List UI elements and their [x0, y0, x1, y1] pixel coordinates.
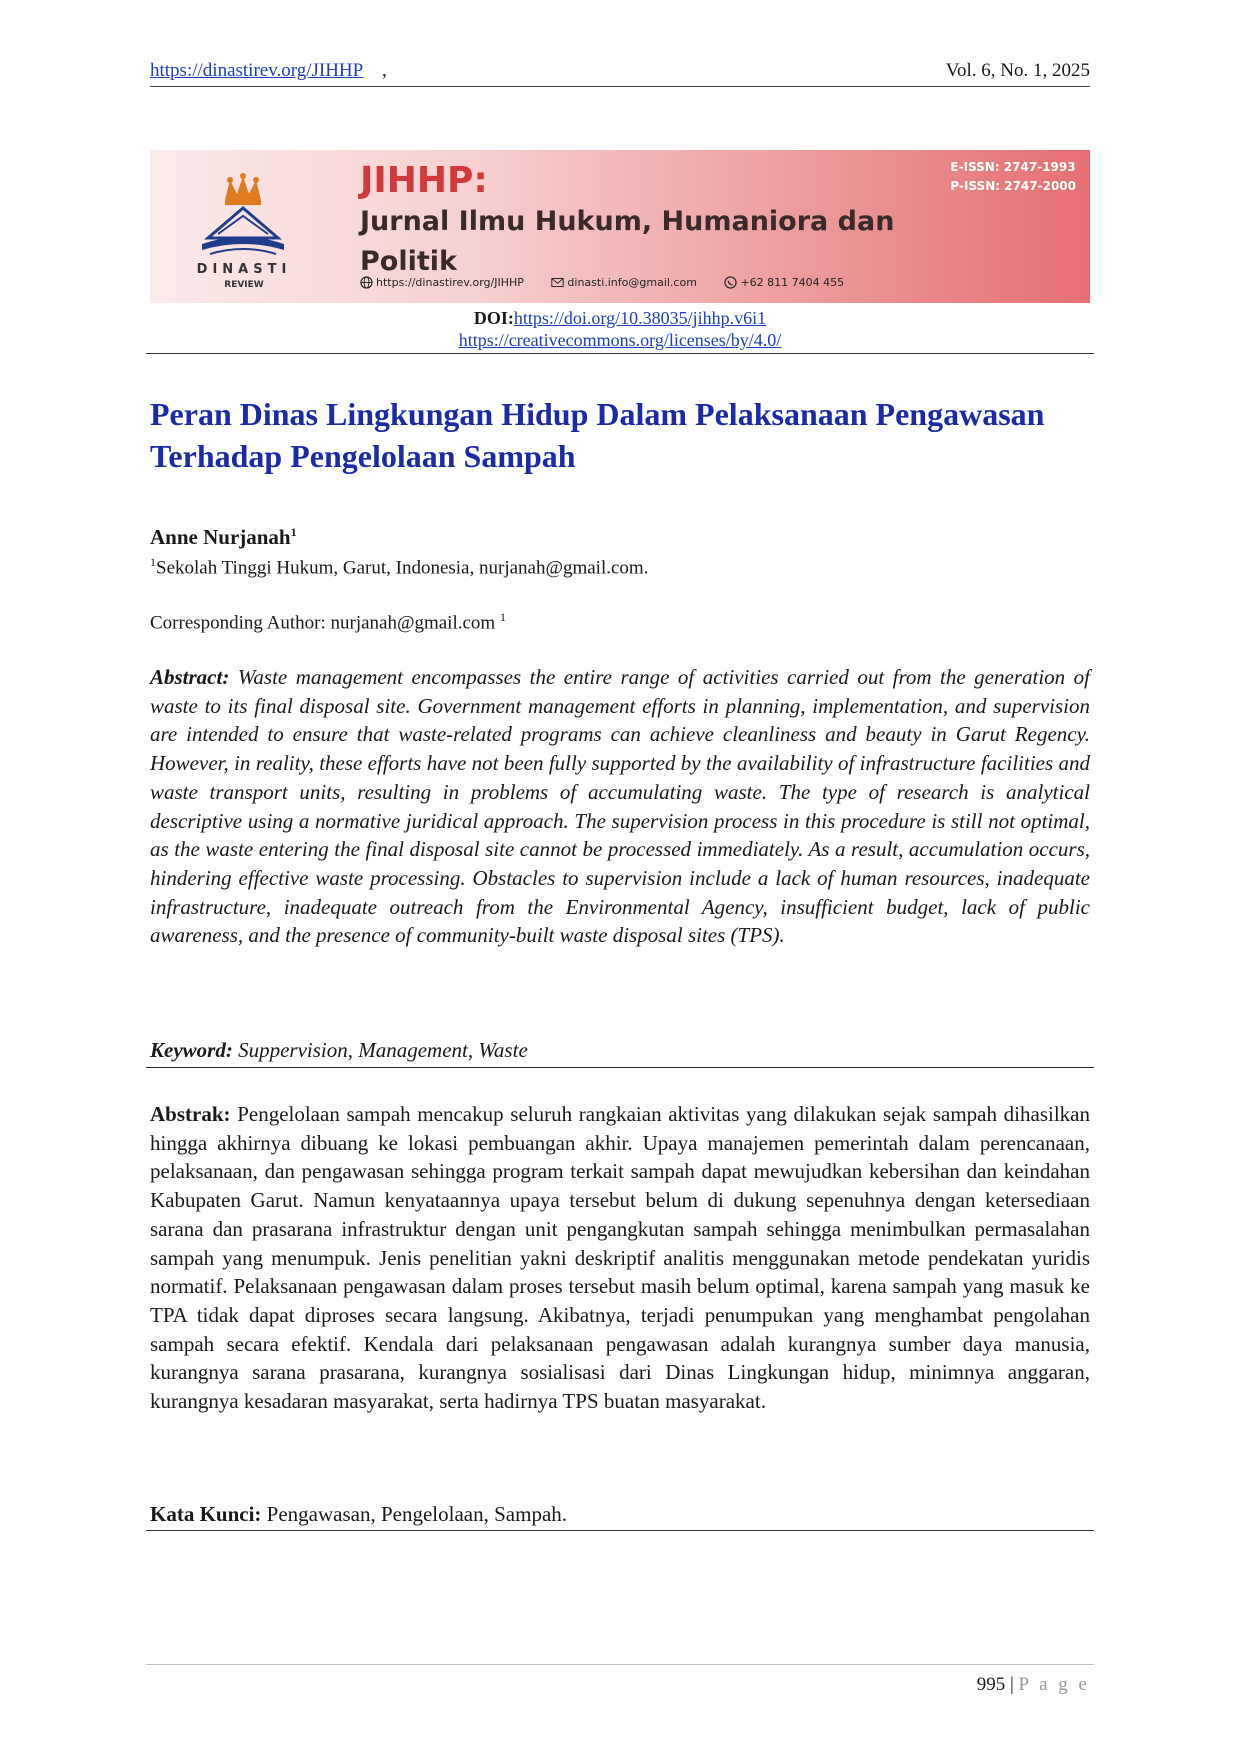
e-issn: E-ISSN: 2747-1993: [950, 160, 1076, 174]
affiliation-mark: 1: [150, 555, 156, 569]
corresponding-author: [150, 610, 506, 634]
page-number: 995: [976, 1674, 1006, 1695]
abstract-text: Waste management encompasses the entire range of activities carried out from the generation of waste to its final disposal site. Government management efforts in planning, implementation, and supervision are intended to ensure that waste-related programs can achieve cleanliness and beauty in Garut Regency. However, in reality, these efforts have not been fully supported by the availability of infrastructure facilities and waste transport units, resulting in problems of accumulating waste. The type of research is analytical descriptive using a normative juridical approach. The supervision process in this procedure is still not optimal, as the waste entering the final disposal site cannot be processed immediately. As a result, accumulation occurs, hindering effective waste processing. Obstacles to supervision include a lack of human resources, inadequate infrastructure, inadequate outreach from the Environmental Agency, insufficient budget, lack of public awareness, and the presence of community-built waste disposal sites (TPS).: [150, 665, 1090, 948]
page-footer: [977, 1674, 1090, 1696]
journal-name: Jurnal Ilmu Hukum, Humaniora dan Politik: [360, 206, 895, 277]
author-name-text: Anne Nurjanah: [150, 525, 291, 549]
divider: [146, 1067, 1094, 1068]
issn-block: [950, 158, 1076, 196]
phone-contact[interactable]: [724, 276, 844, 289]
license-link[interactable]: https://creativecommons.org/licenses/by/4.0/: [458, 330, 782, 350]
divider: [146, 1530, 1094, 1531]
keywords-english: [150, 1038, 528, 1063]
divider: [146, 353, 1094, 354]
contact-bar: [360, 276, 868, 289]
whatsapp-icon: [724, 276, 737, 289]
corresponding-text: Corresponding Author: nurjanah@gmail.com: [150, 612, 500, 634]
running-header: [150, 60, 1090, 87]
abstract-english: [150, 663, 1090, 950]
affiliation-text: Sekolah Tinggi Hukum, Garut, Indonesia, nurjanah@gmail.com.: [156, 557, 649, 579]
abstract-label: Abstract:: [150, 665, 230, 689]
article-title: Peran Dinas Lingkungan Hidup Dalam Pelaksanaan Pengawasan Terhadap Pengelolaan Sampah: [150, 396, 1045, 474]
globe-icon: [360, 276, 373, 289]
website-contact[interactable]: [360, 276, 527, 289]
author-mark: 1: [290, 525, 297, 539]
email-contact[interactable]: [551, 276, 700, 289]
footer-divider: [146, 1664, 1094, 1665]
journal-abbreviation: JIHHP:: [360, 160, 488, 201]
volume-info: Vol. 6, No. 1, 2025: [945, 60, 1090, 81]
website-text: https://dinastirev.org/JIHHP: [376, 276, 524, 289]
logo-name: DINASTI: [196, 262, 292, 277]
email-text: dinasti.info@gmail.com: [567, 276, 697, 289]
kata-kunci-text: Pengawasan, Pengelolaan, Sampah.: [266, 1502, 568, 1526]
header-separator: ,: [382, 60, 387, 81]
doi-label: DOI:: [473, 308, 514, 328]
keywords-indonesian: [150, 1502, 567, 1527]
footer-separator: |: [1009, 1674, 1014, 1695]
mail-icon: [551, 276, 564, 289]
journal-banner: [150, 150, 1090, 303]
author-name: [150, 525, 297, 550]
kata-kunci-label: Kata Kunci:: [150, 1502, 262, 1526]
logo-subtitle: REVIEW: [224, 280, 264, 290]
keyword-text: Suppervision, Management, Waste: [238, 1038, 528, 1062]
abstrak-label: Abstrak:: [150, 1102, 231, 1126]
abstrak-text: Pengelolaan sampah mencakup seluruh rangkaian aktivitas yang dilakukan sejak sampah dihasilkan hingga akhirnya dibuang ke lokasi pembuangan akhir. Upaya manajemen pemerintah dalam perencanaan, pelaksanaan, dan pengawasan sehingga program terkait sampah dapat mewujudkan kebersihan dan keindahan Kabupaten Garut. Namun kenyataannya upaya tersebut belum di dukung sepenuhnya dengan ketersediaan sarana dan prasarana infrastruktur dengan unit pengangkutan sampah sehingga menimbulkan permasalahan sampah yang menumpuk. Jenis penelitian yakni deskriptif analitis menggunakan metode pendekatan yuridis normatif. Pelaksanaan pengawasan dalam proses tersebut masih belum optimal, karena sampah yang masuk ke TPA tidak dapat diproses secara langsung. Akibatnya, terjadi penumpukan yang menghambat pengolahan sampah secara efektif. Kendala dari pelaksanaan pengawasan adalah kurangnya sumber daya manusia, kurangnya sarana prasarana, kurangnya sosialisasi dari Dinas Lingkungan hidup, minimnya anggaran, kurangnya kesadaran masyarakat, serta hadirnya TPS buatan masyarakat.: [150, 1102, 1090, 1414]
phone-text: +62 811 7404 455: [740, 276, 845, 289]
journal-url-link[interactable]: https://dinastirev.org/JIHHP: [150, 60, 364, 81]
keyword-label: Keyword:: [150, 1038, 233, 1062]
author-affiliation: [150, 555, 648, 579]
doi-block: [150, 307, 1090, 351]
abstract-indonesian: [150, 1100, 1090, 1416]
page-label: P a g e: [1018, 1674, 1090, 1695]
p-issn: P-ISSN: 2747-2000: [950, 179, 1076, 193]
doi-link[interactable]: https://doi.org/10.38035/jihhp.v6i1: [513, 308, 767, 328]
corresponding-mark: 1: [499, 610, 506, 624]
